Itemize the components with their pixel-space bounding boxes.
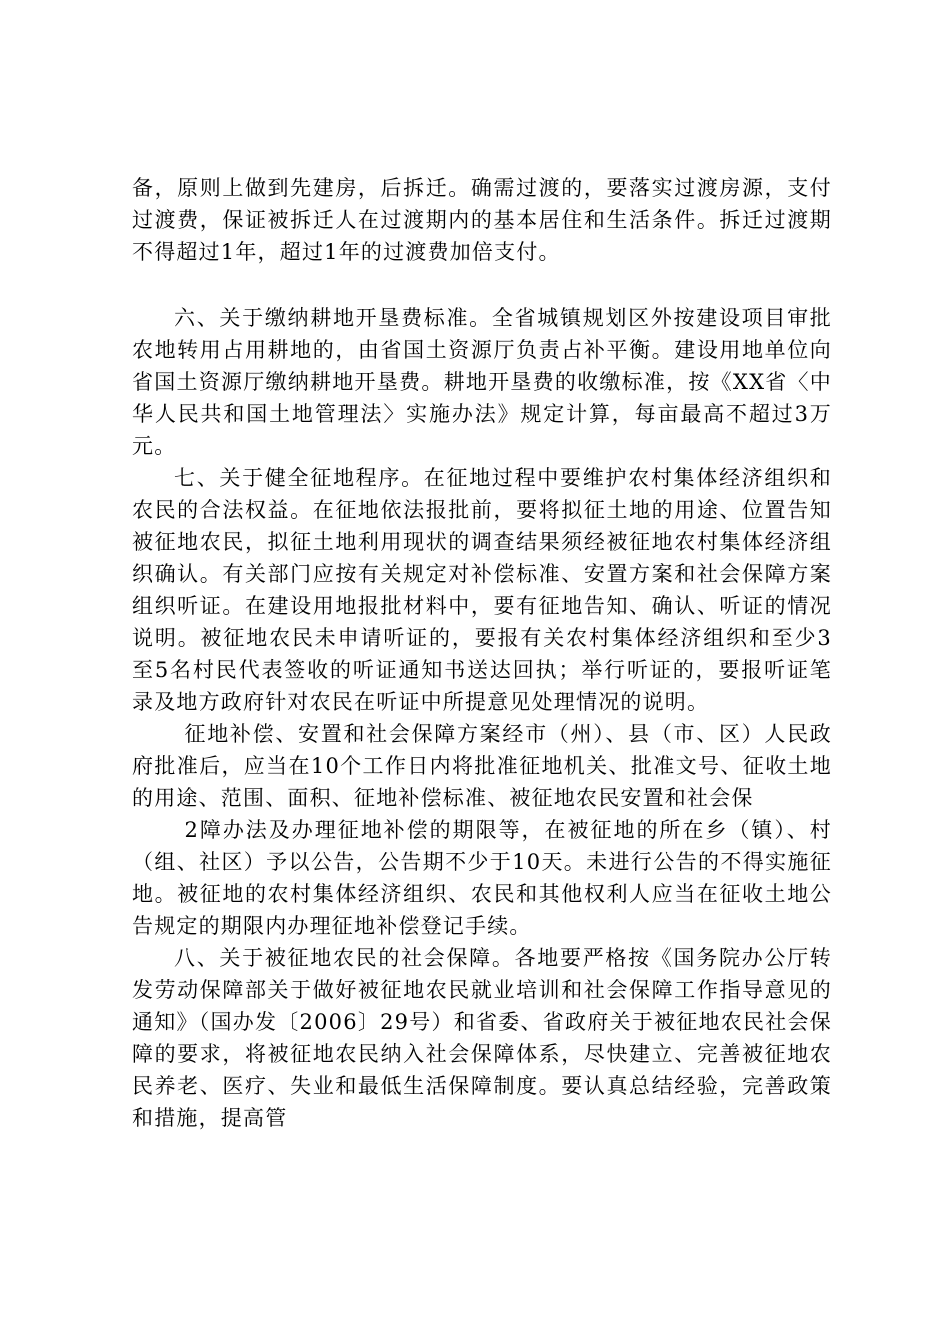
paragraph-compensation-approval: 征地补偿、安置和社会保障方案经市（州）、县（市、区）人民政府批准后，应当在10个工作日内将批准征地机关、批准文号、征收土地的用途、范围、面积、征地补偿标准、被征地农民安置和社会保 [132, 722, 832, 810]
paragraph-section-eight: 八、关于被征地农民的社会保障。各地要严格按《国务院办公厅转发劳动保障部关于做好被征地农民就业培训和社会保障工作指导意见的通知》（国办发〔2006〕29号）和省委、省政府关于被征地农民社会保障的要求，将被征地农民纳入社会保障体系，尽快建立、完善被征地农民养老、医疗、失业和最低生活保障制度。要认真总结经验，完善政策和措施，提高管 [132, 946, 832, 1130]
document-body [132, 172, 832, 1134]
paragraph-announcement: 2障办法及办理征地补偿的期限等，在被征地的所在乡（镇）、村（组、社区）予以公告，公告期不少于10天。未进行公告的不得实施征地。被征地的农村集体经济组织、农民和其他权利人应当在征收土地公告规定的期限内办理征地补偿登记手续。 [132, 818, 832, 938]
paragraph-section-seven: 七、关于健全征地程序。在征地过程中要维护农村集体经济组织和农民的合法权益。在征地依法报批前，要将拟征土地的用途、位置告知被征地农民，拟征土地利用现状的调查结果须经被征地农村集体经济组织确认。有关部门应按有关规定对补偿标准、安置方案和社会保障方案组织听证。在建设用地报批材料中，要有征地告知、确认、听证的情况说明。被征地农民未申请听证的，要报有关农村集体经济组织和至少3至5名村民代表签收的听证通知书送达回执；举行听证的，要报听证笔录及地方政府针对农民在听证中所提意见处理情况的说明。 [132, 466, 832, 714]
paragraph-relocation-transition: 备，原则上做到先建房，后拆迁。确需过渡的，要落实过渡房源，支付过渡费，保证被拆迁人在过渡期内的基本居住和生活条件。拆迁过渡期不得超过1年，超过1年的过渡费加倍支付。 [132, 176, 832, 264]
paragraph-section-six: 六、关于缴纳耕地开垦费标准。全省城镇规划区外按建设项目审批农地转用占用耕地的，由省国土资源厅负责占补平衡。建设用地单位向省国土资源厅缴纳耕地开垦费。耕地开垦费的收缴标准，按《XX省〈中华人民共和国土地管理法〉实施办法》规定计算，每亩最高不超过3万元。 [132, 306, 832, 458]
